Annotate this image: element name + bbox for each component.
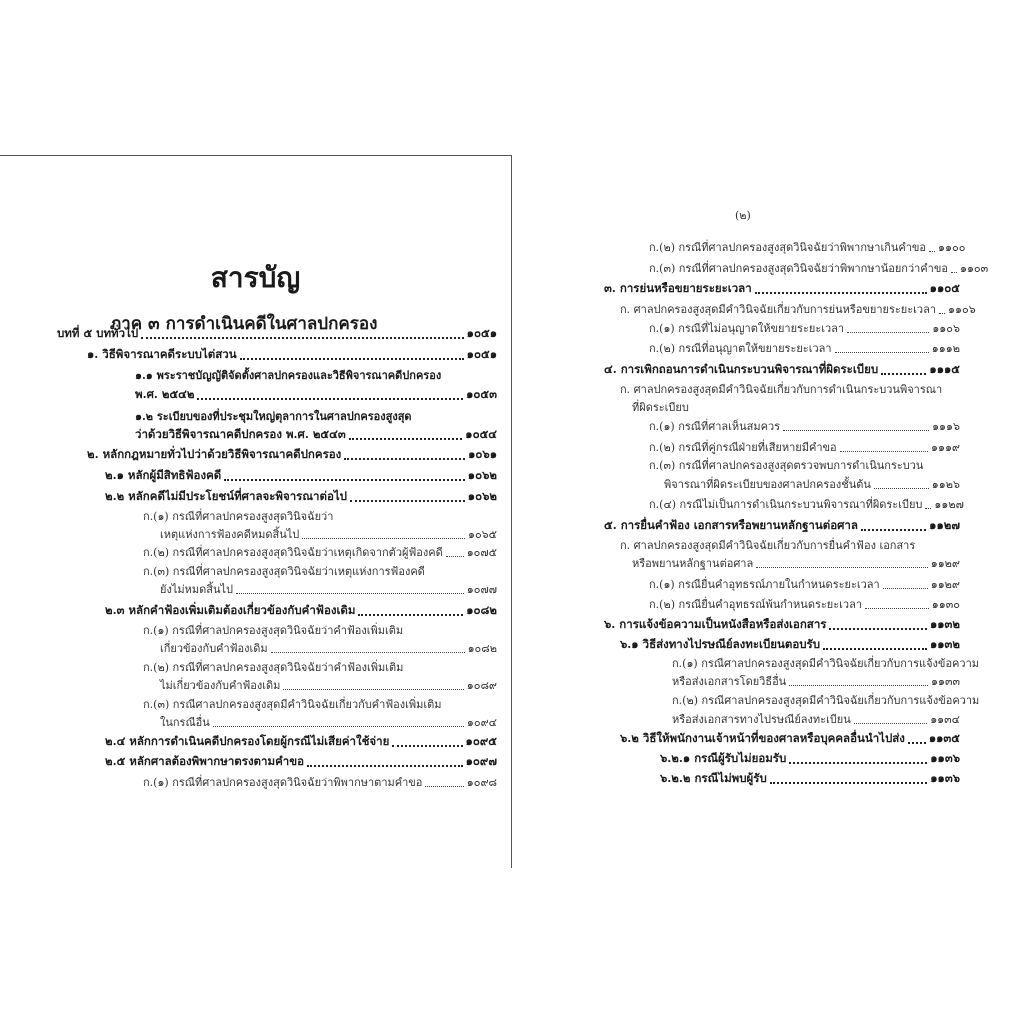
dot-leader <box>213 726 464 727</box>
toc-entry-text: พิจารณาที่ผิดระเบียบของศาลปกครองชั้นต้น <box>664 478 871 491</box>
toc-entry <box>649 573 960 593</box>
toc-entry-text: ๒.๑ หลักผู้มีสิทธิฟ้องคดี <box>105 468 222 482</box>
toc-entry-text: พ.ศ. ๒๕๔๒ <box>135 387 195 401</box>
toc-entry-text: เหตุแห่งการฟ้องคดีหมดสิ้นไป <box>160 528 300 541</box>
dot-leader <box>141 337 463 339</box>
toc-entry-text: ยังไม่หมดสิ้นไป <box>160 583 233 596</box>
toc-entry <box>604 359 960 379</box>
toc-entry-page: ๑๐๘๙ <box>466 679 497 692</box>
dot-leader <box>829 628 927 630</box>
toc-entry-text: ๒.๔ หลักการดำเนินคดีปกครองโดยผู้กรณีไม่เสียค่าใช้จ่าย <box>105 734 390 748</box>
toc-entry <box>105 751 497 771</box>
toc-entry-page: ๑๐๕๑ <box>466 347 497 361</box>
toc-entry-text: ก.(๑) กรณียื่นคำอุทธรณ์ภายในกำหนดระยะเวลา <box>649 578 880 591</box>
toc-entry-line: ก.(๓) กรณีที่ศาลปกครองสูงสุดวินิจฉัยว่าเหตุแห่งการฟ้องคดี <box>143 565 425 578</box>
toc-entry <box>160 578 497 598</box>
toc-entry <box>649 236 966 256</box>
toc-entry-text: ๒.๓ หลักคำฟ้องเพิ่มเติมต้องเกี่ยวข้องกับคำฟ้องเดิม <box>105 603 356 617</box>
toc-entry-text: ๖.๑ วิธีส่งทางไปรษณีย์ลงทะเบียนตอบรับ <box>620 637 821 651</box>
toc-entry-text: ๑. วิธีพิจารณาคดีระบบไต่สวน <box>87 347 237 361</box>
dot-leader <box>783 430 929 431</box>
toc-entry <box>135 384 497 404</box>
toc-entry-text: ก.(๒) กรณีที่ศาลปกครองสูงสุดวินิจฉัยว่าเหตุเกิดจากตัวผู้ฟ้องคดี <box>143 546 443 559</box>
dot-leader <box>874 488 929 489</box>
toc-entry-line: ก. ศาลปกครองสูงสุดมีคำวินิจฉัยเกี่ยวกับการยื่นคำฟ้อง เอกสาร <box>620 539 916 552</box>
toc-entry-page: ๑๑๓๓ <box>930 675 960 688</box>
toc-entry-line: ก.(๒) กรณีที่ศาลปกครองสูงสุดวินิจฉัยว่าคำฟ้องเพิ่มเติม <box>143 661 404 674</box>
toc-entry-line: ก.(๓) กรณีศาลปกครองสูงสุดมีคำวินิจฉัยเกี่ยวกับคำฟ้องเพิ่มเติม <box>143 698 442 711</box>
toc-entry <box>632 552 960 572</box>
toc-entry-page: ๑๐๘๒ <box>466 603 497 617</box>
dot-leader <box>770 782 927 784</box>
dot-leader <box>835 352 929 353</box>
toc-entry-text: หรือส่งเอกสารทางไปรษณีย์ลงทะเบียน <box>672 713 851 726</box>
toc-entry-text: ๖.๒ วิธีให้พนักงานเจ้าหน้าที่ของศาลหรือบุคคลอื่นนำไปส่ง <box>620 731 905 745</box>
toc-entry <box>649 593 960 613</box>
toc-entry-page: ๑๐๙๕ <box>465 734 497 748</box>
toc-entry-text: ก.(๒) กรณีที่ศาลปกครองสูงสุดวินิจฉัยว่าพิพากษาเกินคำขอ <box>649 241 927 254</box>
toc-entry-text: ก.(๒) กรณีที่คู่กรณีฝ่ายที่เสียหายมีคำขอ <box>649 441 837 454</box>
dot-leader <box>358 614 463 616</box>
toc-entry <box>660 768 960 788</box>
dot-leader <box>283 689 463 690</box>
dot-leader <box>951 272 957 273</box>
toc-entry-page: ๑๑๒๙ <box>930 557 960 570</box>
toc-entry-text: ๔. การเพิกถอนการดำเนินกระบวนพิจารณาที่ผิดระเบียบ <box>604 362 879 376</box>
toc-entry-text: ๒. หลักกฎหมายทั่วไปว่าด้วยวิธีพิจารณาคดีปกครอง <box>87 447 342 461</box>
toc-entry-text: หรือพยานหลักฐานต่อศาล <box>632 557 754 570</box>
toc-entry-page: ๑๑๐๕ <box>929 281 960 295</box>
toc-entry-text: ก.(๓) กรณีที่ศาลปกครองสูงสุดวินิจฉัยว่าพิพากษาน้อยกว่าคำขอ <box>649 262 948 275</box>
dot-leader <box>350 500 465 502</box>
toc-entry-page: ๑๐๗๗ <box>466 583 497 596</box>
toc-entry-page: ๑๑๒๖ <box>931 478 960 491</box>
toc-entry-line: ที่ผิดระเบียบ <box>632 401 689 414</box>
dot-leader <box>883 588 928 589</box>
dot-leader <box>756 567 927 568</box>
dot-leader <box>349 438 463 440</box>
toc-entry-page: ๑๑๓๒ <box>929 617 960 631</box>
toc-entry <box>649 493 964 513</box>
dot-leader <box>307 765 463 767</box>
dot-leader <box>197 398 463 400</box>
toc-entry-page: ๑๑๑๙ <box>930 441 960 454</box>
toc-entry-text: ก.(๑) กรณีที่ศาลปกครองสูงสุดวินิจฉัยว่าพิพากษาตามคำขอ <box>143 776 423 789</box>
dot-leader <box>881 373 926 375</box>
toc-entry-page: ๑๑๑๒ <box>931 342 960 355</box>
toc-entry <box>105 465 497 485</box>
toc-entry-page: ๑๐๗๕ <box>466 546 497 559</box>
toc-entry-text: ว่าด้วยวิธีพิจารณาคดีปกครอง พ.ศ. ๒๕๔๓ <box>135 427 346 441</box>
toc-entry-text: ๖. การแจ้งข้อความเป็นหนังสือหรือส่งเอกสาร <box>604 617 827 631</box>
page-number: (๒) <box>735 209 751 222</box>
dot-leader <box>854 723 927 724</box>
toc-entry <box>672 708 960 728</box>
toc-entry-page: ๑๐๖๕ <box>467 528 497 541</box>
toc-entry-line: ก.(๑) กรณีที่ศาลปกครองสูงสุดวินิจฉัยว่าคำฟ้องเพิ่มเติม <box>143 624 404 637</box>
toc-entry-page: ๑๑๑๕ <box>929 362 960 376</box>
dot-leader <box>925 508 931 509</box>
toc-entry-page: ๑๑๒๗ <box>929 518 960 532</box>
toc-entry <box>649 257 989 277</box>
toc-entry-text: ก.(๒) กรณียื่นคำอุทธรณ์พ้นกำหนดระยะเวลา <box>649 598 862 611</box>
toc-entry-text: ๕. การยื่นคำฟ้อง เอกสารหรือพยานหลักฐานต่อศาล <box>604 518 858 532</box>
toc-entry <box>649 415 960 435</box>
toc-entry-text: บทที่ ๕ บททั่วไป <box>57 326 139 340</box>
toc-entry-text: หรือส่งเอกสารโดยวิธีอื่น <box>672 675 787 688</box>
toc-entry-text: ๒.๕ หลักศาลต้องพิพากษาตรงตามคำขอ <box>105 754 304 768</box>
toc-entry-page: ๑๐๙๔ <box>466 716 497 729</box>
toc-entry <box>649 337 960 357</box>
toc-entry-page: ๑๐๙๘ <box>466 776 497 789</box>
toc-entry <box>649 436 960 456</box>
toc-entry-page: ๑๐๖๒ <box>467 489 497 503</box>
dot-leader <box>392 745 462 747</box>
toc-entry-page: ๑๑๐๖ <box>932 322 960 335</box>
toc-entry-line: ๑.๑ พระราชบัญญัติจัดตั้งศาลปกครองและวิธีพิจารณาคดีปกครอง <box>135 369 442 382</box>
dot-leader <box>240 358 464 360</box>
toc-entry <box>105 731 497 751</box>
toc-entry <box>604 614 960 634</box>
dot-leader <box>425 786 463 787</box>
toc-entry-page: ๑๑๐๐ <box>938 241 966 254</box>
toc-entry-line: ก.(๑) กรณีที่ศาลปกครองสูงสุดวินิจฉัยว่า <box>143 510 334 523</box>
part-heading: ภาค ๓ การดำเนินคดีในศาลปกครอง <box>110 314 378 334</box>
toc-entry <box>105 600 497 620</box>
toc-entry <box>604 278 960 298</box>
toc-entry-page: ๑๑๓๕ <box>928 731 960 745</box>
toc-entry-page: ๑๐๕๑ <box>466 326 497 340</box>
dot-leader <box>271 652 465 653</box>
toc-entry-page: ๑๑๓๔ <box>930 713 960 726</box>
toc-entry-text: ก. ศาลปกครองสูงสุดมีคำวินิจฉัยเกี่ยวกับการย่นหรือขยายระยะเวลา <box>620 303 937 316</box>
dot-leader <box>224 479 465 481</box>
toc-entry <box>649 317 960 337</box>
toc-entry <box>143 541 497 561</box>
toc-entry <box>664 473 960 493</box>
dot-leader <box>446 556 464 557</box>
toc-entry-text: ๒.๒ หลักคดีไม่มีประโยชน์ที่ศาลจะพิจารณาต่อไป <box>105 489 347 503</box>
dot-leader <box>823 648 927 650</box>
toc-entry <box>143 771 497 791</box>
toc-entry <box>57 323 497 343</box>
toc-entry <box>660 748 960 768</box>
toc-entry-page: ๑๐๙๗ <box>465 754 497 768</box>
toc-entry-page: ๑๐๖๒ <box>467 468 497 482</box>
toc-entry-page: ๑๑๐๓ <box>959 262 989 275</box>
toc-entry-page: ๑๑๓๖ <box>930 771 960 785</box>
dot-leader <box>861 529 926 531</box>
toc-entry-page: ๑๑๓๒ <box>929 637 960 651</box>
toc-entry-page: ๑๑๒๗ <box>934 498 964 511</box>
dot-leader <box>302 538 465 539</box>
dot-leader <box>789 762 927 764</box>
toc-entry-text: ๓. การย่นหรือขยายระยะเวลา <box>604 281 752 295</box>
toc-entry-page: ๑๑๓๐ <box>931 598 960 611</box>
toc-entry-page: ๑๐๘๒ <box>467 642 497 655</box>
toc-entry-line: ก.(๒) กรณีศาลปกครองสูงสุดมีคำวินิจฉัยเกี่ยวกับการแจ้งข้อความ <box>672 694 980 707</box>
toc-entry-text: ในกรณีอื่น <box>160 716 210 729</box>
toc-entry-page: ๑๑๐๖ <box>948 303 976 316</box>
toc-entry-text: ๖.๒.๒ กรณีไม่พบผู้รับ <box>660 771 767 785</box>
toc-entry-page: ๑๐๕๓ <box>466 387 497 401</box>
toc-entry-page: ๑๐๖๑ <box>468 447 497 461</box>
toc-title: สารบัญ <box>210 261 301 294</box>
dot-leader <box>789 685 928 686</box>
toc-entry-page: ๑๐๕๔ <box>465 427 497 441</box>
toc-entry <box>604 515 960 535</box>
toc-entry-text: ๖.๒.๑ กรณีผู้รับไม่ยอมรับ <box>660 751 787 765</box>
dot-leader <box>908 742 926 744</box>
toc-entry-text: ก.(๔) กรณีไม่เป็นการดำเนินกระบวนพิจารณาที่ผิดระเบียบ <box>649 498 923 511</box>
dot-leader <box>865 608 929 609</box>
toc-entry-text: ก.(๑) กรณีที่ไม่อนุญาตให้ขยายระยะเวลา <box>649 322 845 335</box>
toc-entry <box>160 637 497 657</box>
dot-leader <box>847 332 929 333</box>
toc-entry-page: ๑๑๑๖ <box>932 420 960 433</box>
toc-entry-page: ๑๑๓๖ <box>930 751 960 765</box>
toc-entry <box>160 674 497 694</box>
toc-entry <box>87 444 497 464</box>
dot-leader <box>929 251 935 252</box>
toc-entry <box>620 298 976 318</box>
toc-entry-text: เกี่ยวข้องกับคำฟ้องเดิม <box>160 642 268 655</box>
toc-entry <box>620 728 960 748</box>
toc-entry <box>160 523 497 543</box>
toc-entry-line: ก. ศาลปกครองสูงสุดมีคำวินิจฉัยเกี่ยวกับการดำเนินกระบวนพิจารณา <box>620 383 943 396</box>
dot-leader <box>755 292 927 294</box>
dot-leader <box>939 313 945 314</box>
toc-entry <box>135 424 497 444</box>
dot-leader <box>344 458 465 460</box>
toc-entry <box>620 634 960 654</box>
toc-entry-line: ๑.๒ ระเบียบของที่ประชุมใหญ่ตุลาการในศาลปกครองสูงสุด <box>135 410 412 423</box>
toc-entry-text: ก.(๑) กรณีที่ศาลเห็นสมควร <box>649 420 781 433</box>
toc-entry <box>87 344 497 364</box>
toc-entry <box>672 670 960 690</box>
toc-entry-line: ก.(๑) กรณีศาลปกครองสูงสุดมีคำวินิจฉัยเกี่ยวกับการแจ้งข้อความ <box>672 657 980 670</box>
toc-entry-page: ๑๑๒๙ <box>930 578 960 591</box>
toc-entry <box>160 711 497 731</box>
toc-entry-text: ก.(๒) กรณีที่อนุญาตให้ขยายระยะเวลา <box>649 342 832 355</box>
toc-entry-line: ก.(๓) กรณีที่ศาลปกครองสูงสุดตรวจพบการดำเนินกระบวน <box>649 459 924 472</box>
dot-leader <box>236 593 464 594</box>
dot-leader <box>840 451 928 452</box>
toc-entry-text: ไม่เกี่ยวข้องกับคำฟ้องเดิม <box>160 679 281 692</box>
toc-entry <box>105 486 497 506</box>
